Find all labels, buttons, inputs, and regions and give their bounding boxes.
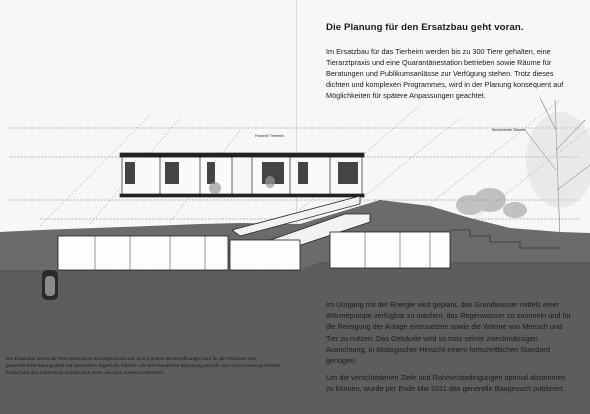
permit-paragraph: Um die verschiedenen Ziele und Rahmenbedingungen optimal abstimmen zu können, wurde per Ende Mai 2011 das generelle Baugesuch publiziert. xyxy=(326,373,566,394)
basement-room xyxy=(230,240,300,270)
bush xyxy=(474,188,506,212)
window-band xyxy=(207,162,215,184)
drawing-label: Bestehende Bäume xyxy=(492,128,526,132)
drawing-label: Parzelle Tierheim xyxy=(255,134,285,138)
image-caption: Der Ersatzbau nimmt die Tiere bewusst im Sockelgeschoss auf. Durch grosse Deckenöffnungen wird für die Tierboxen eine gartenähnliche Raumqualität mit natürlichem Tageslicht, frischer Luft und freundlicher Begrünung erreicht. Der nach Aussen geschützte Sockel wird den Lärmschutz sowohl nach Innen wie nach Aussen verbessern. xyxy=(6,356,281,375)
page-heading: Die Planung für den Ersatzbau geht voran. xyxy=(326,22,524,33)
energy-paragraph: Im Umgang mit der Energie wird geplant, das Grundwasser mittels einer Wärmepumpe verfügbar zu machen, das Regenwasser zu sammeln und für die Reinigung der Anlage einzusetzen sowie die Wärme von Mensch und Tier zu nutzen. Das Gebäude wird so trotz seiner zweckmässigen Ausrichtung, in ökologischer Hinsicht einem fortschrittlichen Standard genügen. xyxy=(326,300,571,366)
floor-slab xyxy=(120,194,364,197)
basement-room-right xyxy=(330,232,450,268)
cistern-inner xyxy=(45,276,55,296)
basement-hall xyxy=(58,236,228,270)
window-band xyxy=(338,162,358,184)
window-band xyxy=(165,162,179,184)
intro-text: Im Ersatzbau für das Tierheim werden bis zu 300 Tiere gehalten, eine Tierarztpraxis und eine Quarantänestation betrieben sowie Räume für Beratungen und Publikumsanlässe zur Verfügung stehen. Trotz dieses dichten und komplexen Programmes, wird in der Planung konsequent auf Möglichkeiten für spätere Anpassungen geachtet. xyxy=(326,47,564,101)
body-text xyxy=(326,299,574,395)
tree-foliage xyxy=(526,112,590,208)
light-angle-line xyxy=(350,118,460,208)
bush xyxy=(503,202,527,218)
bush xyxy=(265,176,275,188)
bush xyxy=(209,182,221,194)
intro-paragraph xyxy=(326,46,570,101)
window-band xyxy=(125,162,135,184)
window-band xyxy=(298,162,308,184)
roof-slab xyxy=(120,153,364,157)
